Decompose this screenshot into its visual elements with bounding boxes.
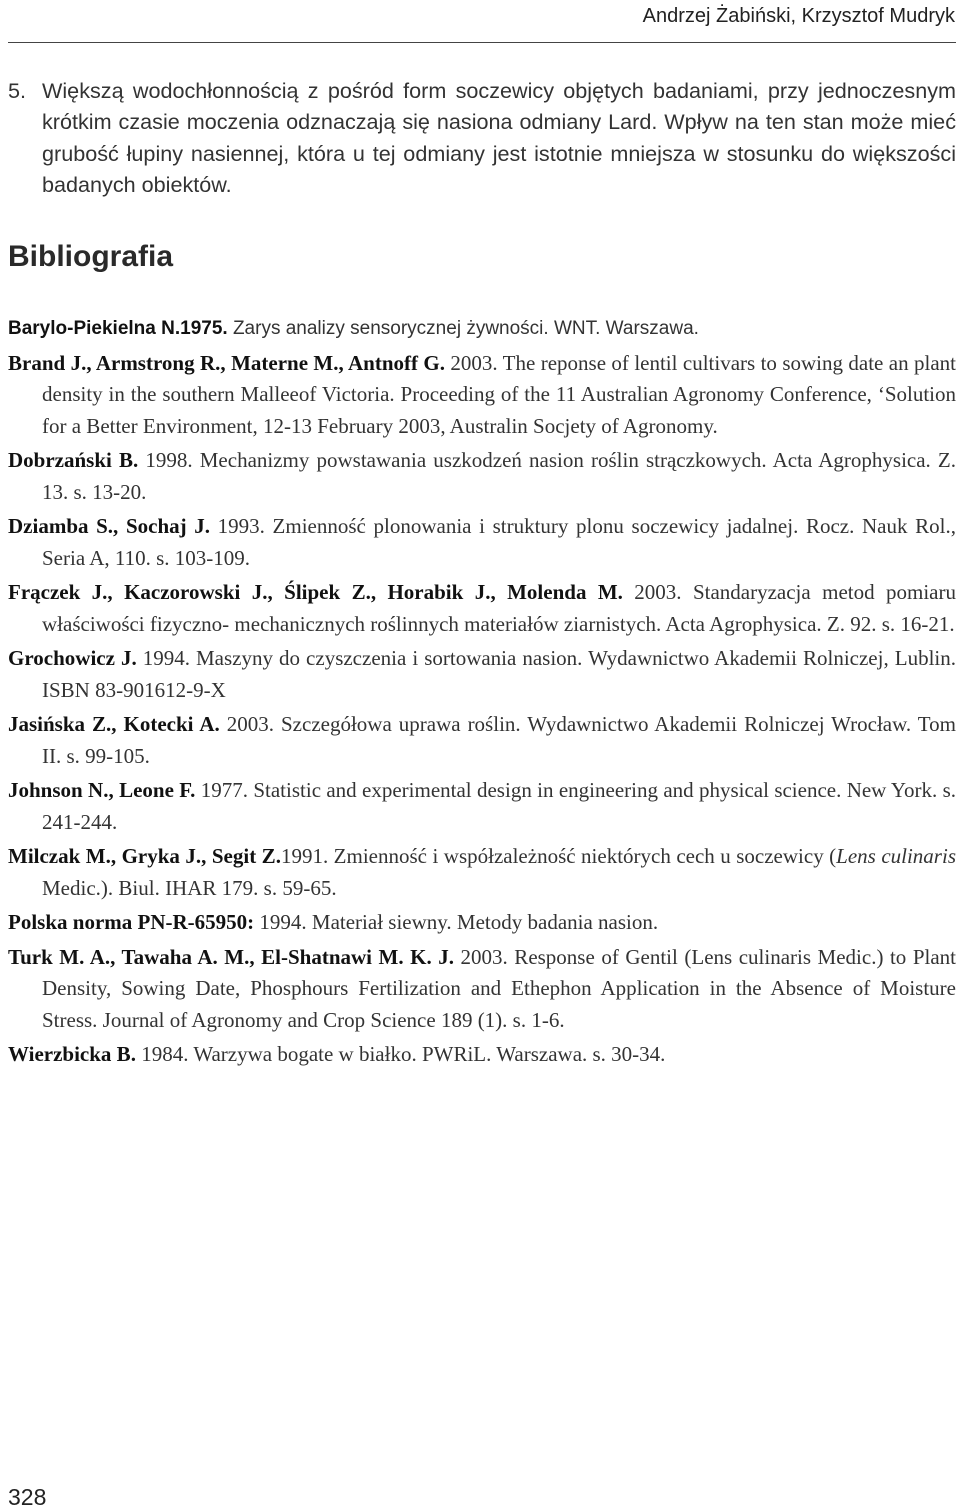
reference-text: 1977. Statistic and experimental design in engineering and physical science. New York. s. 241-244.	[42, 778, 956, 834]
running-header-authors: Andrzej Żabiński, Krzysztof Mudryk	[642, 5, 955, 27]
reference-authors: Barylo-Piekielna N.1975.	[8, 318, 228, 339]
reference-text: 1993. Zmienność plonowania i struktury plonu soczewicy jadalnej. Rocz. Nauk Rol., Seria A, 110. s. 103-109.	[42, 514, 956, 570]
page-number: 328	[8, 1484, 47, 1510]
reference-text-continued: Medic.). Biul. IHAR 179. s. 59-65.	[42, 875, 337, 900]
reference-authors: Jasińska Z., Kotecki A.	[8, 712, 220, 736]
reference-item	[8, 511, 956, 574]
reference-text: 2003. The reponse of lentil cultivars to sowing date an plant density in the southern Malleeof Victoria. Proceeding of the 11 Australian Agronomy Conference, ‘Solution for a Better Environment, 12-13 February 2003, Australin Socjety of Agronomy.	[42, 350, 956, 438]
reference-authors: Dziamba S., Sochaj J.	[8, 514, 211, 538]
reference-authors: Brand J., Armstrong R., Materne M., Antnoff G.	[8, 350, 445, 375]
reference-item	[8, 348, 956, 443]
reference-authors: Frączek J., Kaczorowski J., Ślipek Z., Horabik J., Molenda M.	[8, 580, 623, 604]
reference-item	[8, 942, 956, 1037]
reference-text: 1984. Warzywa bogate w białko. PWRiL. Warszawa. s. 30-34.	[135, 1042, 666, 1066]
reference-text: 2003. Response of Gentil (Lens culinaris Medic.) to Plant Density, Sowing Date, Phosphours Fertilization and Ethephon Application in the Absence of Moisture Stress. Journal of Agronomy and Crop Science 189 (1). s. 1-6.	[42, 944, 957, 1032]
reference-authors: Grochowicz J.	[8, 646, 137, 670]
conclusion-number: 5.	[8, 78, 27, 103]
conclusion-item	[8, 75, 956, 200]
reference-authors: Polska norma PN-R-65950:	[8, 910, 255, 934]
reference-text: 2003. Standaryzacja metod pomiaru właściwości fizyczno- mechanicznych roślinnych materiałów ziarnistych. Acta Agrophysica. Z. 92. s. 16-21.	[42, 580, 956, 636]
reference-text: Zarys analizy sensorycznej żywności. WNT. Warszawa.	[227, 318, 699, 339]
reference-text: 2003. Szczegółowa uprawa roślin. Wydawnictwo Akademii Rolniczej Wrocław. Tom II. s. 99-105.	[42, 712, 956, 768]
reference-item	[8, 643, 956, 706]
reference-item	[8, 1039, 956, 1071]
reference-item	[8, 577, 956, 640]
reference-item	[8, 445, 956, 508]
reference-authors: Milczak M., Gryka J., Segit Z.	[8, 844, 281, 868]
reference-italic-taxon: Lens culinaris	[836, 844, 956, 868]
reference-list	[8, 312, 956, 1074]
conclusion-text: Większą wodochłonnością z pośród form soczewicy objętych badaniami, przy jednoczesnym krótkim czasie moczenia odznaczają się nasiona odmiany Lard. Wpływ na ten stan może mieć grubość łupiny nasiennej, która u tej odmiany jest istotnie mniejsza w stosunku do większości badanych obiektów.	[42, 78, 956, 197]
reference-item	[8, 841, 956, 904]
header-divider	[8, 42, 956, 43]
reference-item	[8, 907, 956, 939]
bibliography-heading: Bibliografia	[8, 240, 174, 273]
reference-text: 1991. Zmienność i współzależność niektórych cech u soczewicy (	[280, 844, 837, 868]
reference-item	[8, 775, 956, 838]
reference-authors: Dobrzański B.	[8, 448, 139, 472]
reference-authors: Turk M. A., Tawaha A. M., El-Shatnawi M. K. J.	[8, 944, 454, 969]
reference-authors: Wierzbicka B.	[8, 1042, 136, 1066]
reference-text: 1998. Mechanizmy powstawania uszkodzeń nasion roślin strączkowych. Acta Agrophysica. Z. 13. s. 13-20.	[42, 448, 957, 504]
reference-text: 1994. Maszyny do czyszczenia i sortowania nasion. Wydawnictwo Akademii Rolniczej, Lublin. ISBN 83-901612-9-X	[42, 646, 956, 702]
reference-authors: Johnson N., Leone F.	[8, 778, 196, 802]
reference-text: 1994. Materiał siewny. Metody badania nasion.	[254, 910, 659, 934]
reference-item	[8, 709, 956, 772]
reference-item	[8, 312, 956, 345]
